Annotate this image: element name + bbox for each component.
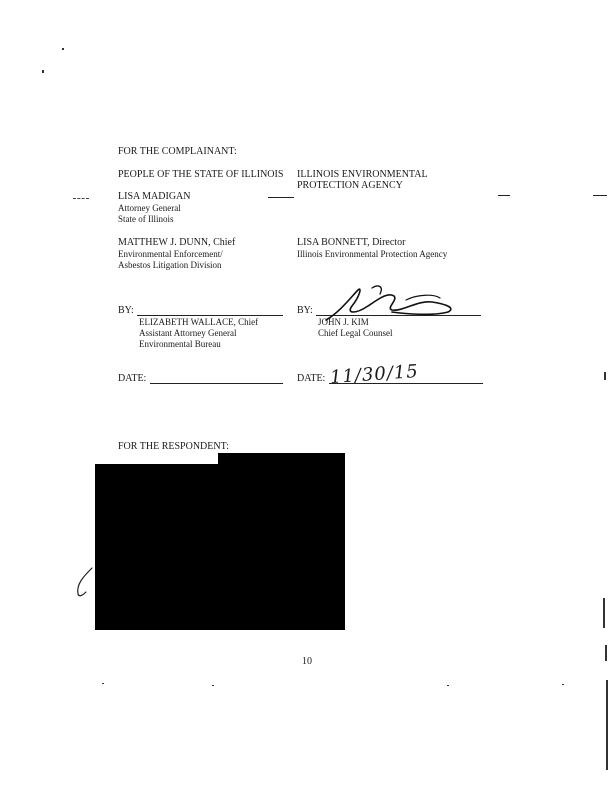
right-by-label: BY:	[297, 305, 313, 316]
party-illinois-epa-line1: ILLINOIS ENVIRONMENTAL	[297, 169, 428, 180]
scan-speck	[447, 685, 449, 686]
bonnett-name: LISA BONNETT, Director	[297, 237, 406, 248]
dunn-name: MATTHEW J. DUNN, Chief	[118, 237, 236, 248]
scan-dash	[73, 198, 89, 199]
wallace-name: ELIZABETH WALLACE, Chief	[139, 317, 259, 327]
left-date-line	[150, 383, 283, 384]
complainant-heading: FOR THE COMPLAINANT:	[118, 146, 237, 157]
scan-speck	[212, 685, 214, 686]
scan-edge-mark	[606, 680, 608, 770]
party-people-of-illinois: PEOPLE OF THE STATE OF ILLINOIS	[118, 169, 284, 180]
redaction-block-main	[95, 464, 345, 630]
dunn-title2: Asbestos Litigation Division	[118, 260, 222, 270]
page-number: 10	[302, 656, 312, 667]
left-by-label: BY:	[118, 305, 134, 316]
party-illinois-epa-line2: PROTECTION AGENCY	[297, 180, 403, 191]
madigan-state: State of Illinois	[118, 214, 174, 224]
scan-dash	[593, 195, 607, 196]
handwritten-date: 11/30/15	[329, 360, 420, 389]
scan-speck	[62, 48, 64, 50]
scan-dash	[268, 197, 294, 198]
scan-speck	[102, 683, 104, 684]
madigan-name: LISA MADIGAN	[118, 191, 191, 202]
bonnett-title: Illinois Environmental Protection Agency	[297, 249, 448, 259]
left-signature-line	[137, 315, 283, 316]
scan-speck	[562, 684, 564, 685]
wallace-title1: Assistant Attorney General	[139, 328, 237, 338]
scan-edge-mark	[603, 598, 605, 628]
kim-title: Chief Legal Counsel	[318, 328, 393, 338]
scan-edge-mark	[604, 372, 606, 380]
right-date-label: DATE:	[297, 373, 326, 384]
scan-speck	[42, 70, 44, 73]
madigan-title: Attorney General	[118, 203, 181, 213]
wallace-title2: Environmental Bureau	[139, 339, 221, 349]
dunn-title1: Environmental Enforcement/	[118, 249, 223, 259]
margin-pen-mark	[72, 566, 96, 598]
scan-edge-mark	[605, 645, 607, 661]
respondent-heading: FOR THE RESPONDENT:	[118, 441, 229, 452]
kim-name: JOHN J. KIM	[318, 317, 369, 327]
scan-dash	[498, 195, 510, 196]
left-date-label: DATE:	[118, 373, 147, 384]
